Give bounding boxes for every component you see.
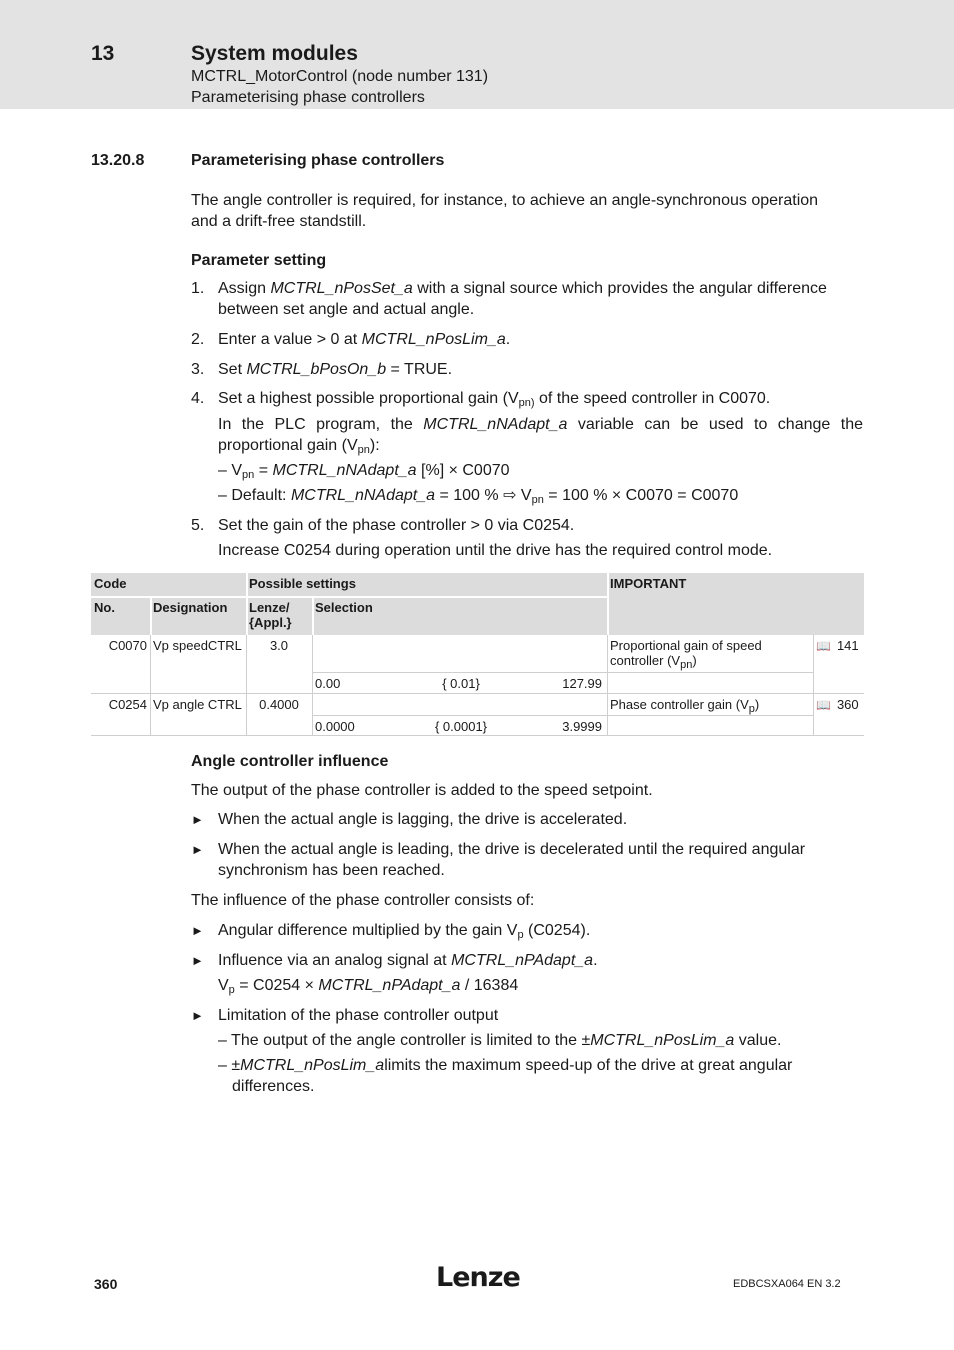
angle-influence-heading: Angle controller influence (191, 753, 389, 770)
section-number: 13.20.8 (91, 152, 145, 169)
step-4-plc-note: In the PLC program, the MCTRL_nNAdapt_a variable can be used to change the (218, 416, 864, 433)
bullet-arrow-icon: ► (191, 923, 204, 938)
intro-line-1: The angle controller is required, for instance, to achieve an angle-synchronous operation (191, 192, 819, 209)
table-row-1-reference: 📖 141 (816, 638, 859, 653)
step-4-formula: – $V_{pn}$ = MCTRL_nNAdapt_a [%] × C0070 (218, 462, 510, 481)
table-row-1-important: Proportional gain of speed controller $(V_{pn})$ (610, 638, 762, 671)
table-row-1-designation: Vp speedCTRL (153, 638, 242, 653)
limitation-detail-1: – The output of the angle controller is limited to the ±MCTRL_nPosLim_a value. (218, 1032, 782, 1049)
bullet-leading-line-2: synchronism has been reached. (218, 862, 445, 879)
table-row-1-min: 0.00 (315, 676, 341, 691)
table-row-2-designation: Vp angle CTRL (153, 697, 242, 712)
influence-consists-of: The influence of the phase controller consists of: (191, 892, 535, 909)
bullet-arrow-icon: ► (191, 1008, 204, 1023)
section-title: Parameterising phase controllers (191, 152, 445, 169)
step-4-default: – Default: MCTRL_nNAdapt_a = 100 % ⇨ $V_{pn} = 100$ % × C0070 = C0070 (218, 487, 739, 506)
header-subtitle-topic: Parameterising phase controllers (191, 89, 425, 106)
table-row-2-reference: 📖 360 (816, 697, 859, 712)
table-header-designation: Designation (150, 597, 246, 635)
step-5-text: Set the gain of the phase controller > 0 via C0254. (218, 517, 575, 534)
step-3-text: Set MCTRL_bPosOn_b = TRUE. (218, 361, 453, 378)
bullet-analog-signal: Influence via an analog signal at MCTRL_nPAdapt_a. (218, 952, 598, 969)
table-row-2-max: 3.9999 (562, 719, 602, 734)
bullet-lagging: When the actual angle is lagging, the drive is accelerated. (218, 811, 628, 828)
table-row-2-important: Phase controller gain $(V_p)$ (610, 697, 760, 715)
table-row-2-lenze: 0.4000 (259, 697, 299, 712)
lenze-logo: Lenze (436, 1262, 520, 1293)
step-4-text: Set a highest possible proportional gain ($V_{pn)}$ of the speed controller in C0070. (218, 390, 771, 409)
parameter-setting-heading: Parameter setting (191, 252, 327, 269)
bullet-arrow-icon: ► (191, 953, 204, 968)
bullet-arrow-icon: ► (191, 842, 204, 857)
book-icon: 📖 (816, 698, 831, 712)
table-row-1-step: { 0.01} (442, 676, 480, 691)
table-row-1-no: C0070 (108, 638, 147, 653)
step-4-number: 4. (191, 390, 205, 407)
step-1-text: Assign MCTRL_nPosSet_a with a signal source which provides the angular difference (218, 280, 827, 297)
table-header-selection: Selection (312, 597, 607, 635)
bullet-angular-difference: Angular difference multiplied by the gain $V_p$ (C0254). (218, 922, 591, 941)
page-number: 360 (94, 1276, 118, 1292)
bullet-leading: When the actual angle is leading, the drive is decelerated until the required angular (218, 841, 806, 858)
intro-line-2: and a drift-free standstill. (191, 213, 367, 230)
limitation-detail-2-line-2: differences. (232, 1078, 315, 1095)
table-header-no: No. (91, 597, 150, 635)
angle-influence-intro: The output of the phase controller is added to the speed setpoint. (191, 782, 653, 799)
header-subtitle-module: MCTRL_MotorControl (node number 131) (191, 68, 489, 85)
chapter-title: System modules (191, 42, 358, 65)
document-id: EDBCSXA064 EN 3.2 (733, 1278, 841, 1290)
book-icon: 📖 (816, 639, 831, 653)
table-row-1-lenze: 3.0 (269, 638, 289, 653)
table-row-2-step: { 0.0001} (434, 719, 488, 734)
step-2-number: 2. (191, 331, 205, 348)
bullet-arrow-icon: ► (191, 812, 204, 827)
analog-signal-formula: $V_p = C0254$ × MCTRL_nPAdapt_a / 16384 (218, 977, 519, 996)
step-3-number: 3. (191, 361, 205, 378)
step-5-text-line-2: Increase C0254 during operation until the drive has the required control mode. (218, 542, 773, 559)
limitation-detail-2: – ±MCTRL_nPosLim_alimits the maximum speed-up of the drive at great angular (218, 1057, 793, 1074)
table-row-1-max: 127.99 (562, 676, 602, 691)
table-header-lenze: Lenze/ {Appl.} (246, 597, 312, 635)
table-row-2-no: C0254 (108, 697, 147, 712)
chapter-number: 13 (91, 42, 115, 65)
table-row-2-min: 0.0000 (315, 719, 355, 734)
bullet-limitation: Limitation of the phase controller output (218, 1007, 499, 1024)
step-5-number: 5. (191, 517, 205, 534)
step-1-text-line-2: between set angle and actual angle. (218, 301, 475, 318)
step-2-text: Enter a value > 0 at MCTRL_nPosLim_a. (218, 331, 511, 348)
step-1-number: 1. (191, 280, 205, 297)
table-header-important: IMPORTANT (607, 573, 864, 635)
table-header-possible-settings: Possible settings (246, 573, 607, 597)
code-table (91, 573, 864, 736)
page-header (0, 0, 954, 109)
step-4-plc-note-line-2: proportional gain $(V_{pn})$: (218, 437, 380, 456)
table-header-code: Code (91, 573, 246, 597)
